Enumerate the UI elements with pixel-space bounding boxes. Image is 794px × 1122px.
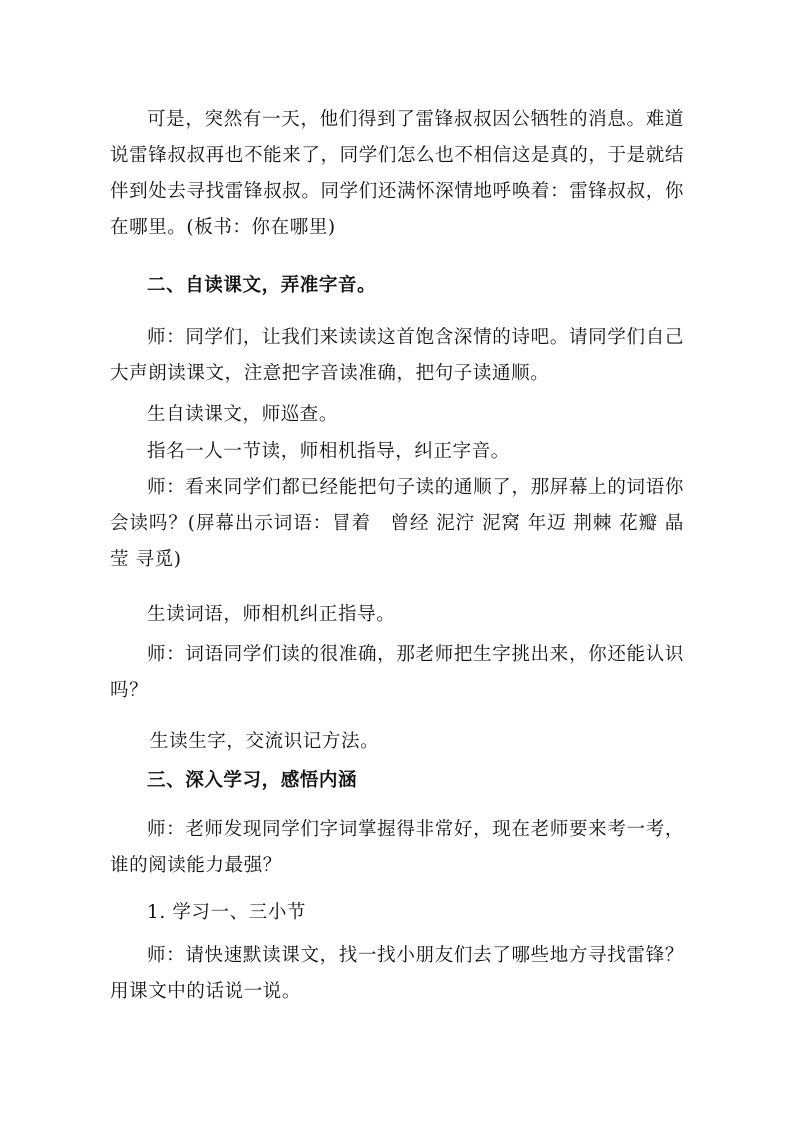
paragraph-intro: 可是，突然有一天，他们得到了雷锋叔叔因公牺牲的消息。难道说雷锋叔叔再也不能来了，同学们怎么也不相信这是真的，于是就结伴到处去寻找雷锋叔叔。同学们还满怀深情地呼唤着：雷锋叔叔，你在哪里。(板书：你在哪里) xyxy=(110,109,684,238)
paragraph-silent-read: 师：请快速默读课文，找一找小朋友们去了哪些地方寻找雷锋？用课文中的话说一说。 xyxy=(110,945,684,1002)
paragraph-self-read: 生自读课文，师巡查。 xyxy=(147,404,339,425)
paragraph-reading-test: 师：老师发现同学们字词掌握得非常好，现在老师要来考一考，谁的阅读能力最强？ xyxy=(110,819,684,876)
paragraph-vocabulary: 师：看来同学们都已经能把句子读的通顺了，那屏幕上的词语你会读吗？(屏幕出示词语：冒着 曾经 泥泞 泥窝 年迈 荆棘 花瓣 晶莹 寻觅) xyxy=(110,477,684,570)
section-heading-2: 二、自读课文，弄准字音。 xyxy=(147,275,377,296)
section-heading-3: 三、深入学习，感悟内涵 xyxy=(147,770,358,791)
paragraph-characters: 师：词语同学们读的很准确，那老师把生字挑出来，你还能认识吗？ xyxy=(110,644,684,701)
subsection-heading-1: 1. 学习一、三小节 xyxy=(147,902,307,923)
paragraph-read-words: 生读词语，师相机纠正指导。 xyxy=(147,604,396,625)
paragraph-guided-read: 指名一人一节读，师相机指导，纠正字音。 xyxy=(147,441,510,462)
paragraph-teacher-read: 师：同学们，让我们来读读这首饱含深情的诗吧。请同学们自己大声朗读课文，注意把字音读准确，把句子读通顺。 xyxy=(110,327,684,384)
paragraph-memorize: 生读生字，交流识记方法。 xyxy=(150,731,380,752)
